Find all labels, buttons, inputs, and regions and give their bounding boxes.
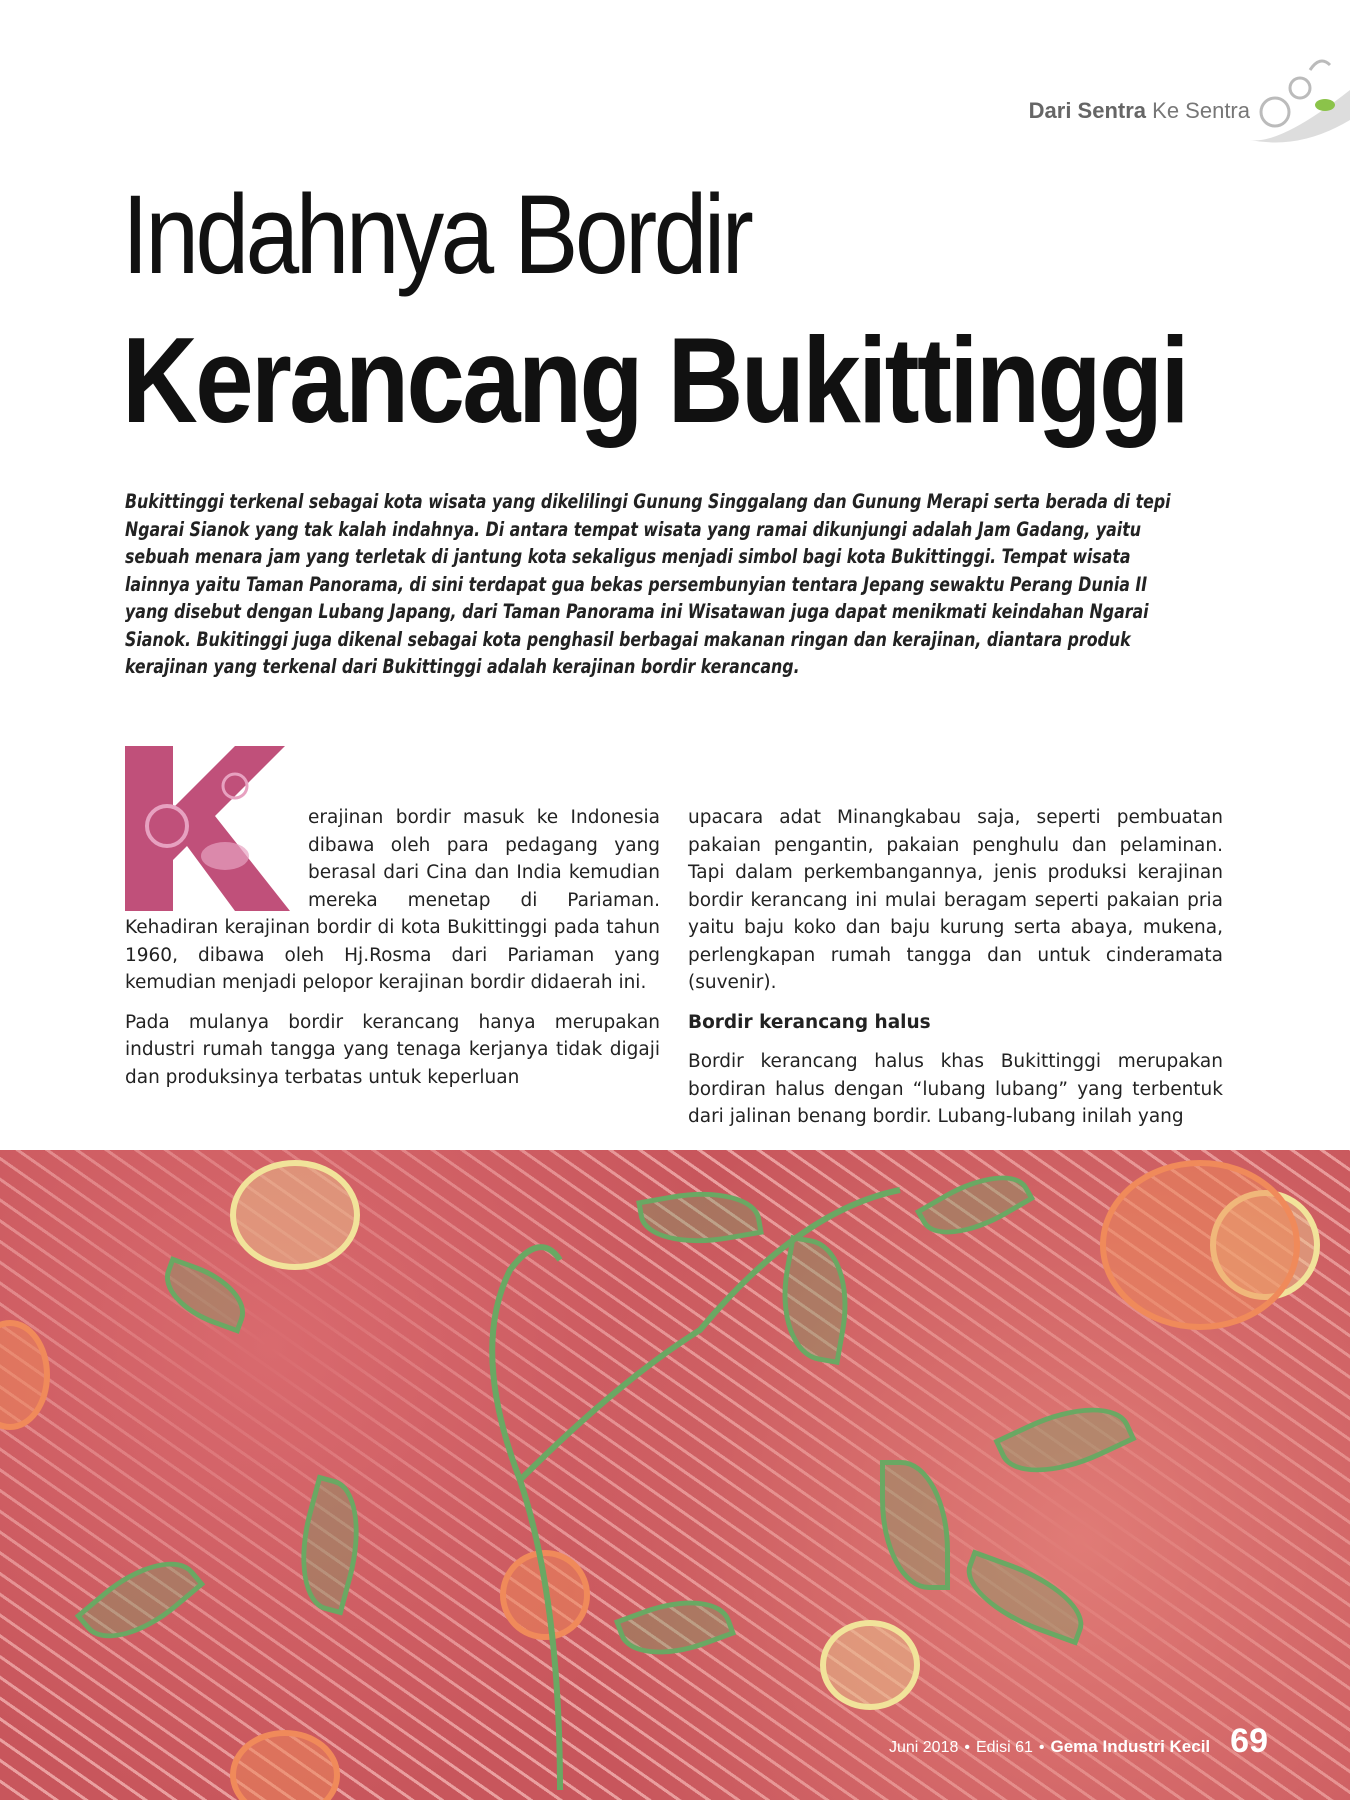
title-line1: Indahnya Bordir [122,172,751,297]
page-footer [889,1722,1268,1761]
edition: Edisi 61 [975,1739,1033,1756]
body-paragraph: Bordir kerancang halus khas Bukittinggi merupakan bordiran halus dengan “lubang lubang” yang terbentuk dari jalinan benang bordir. Lubang-lubang inilah yang [688,1051,1223,1127]
drop-cap [125,746,290,911]
page-number: 69 [1230,1722,1268,1760]
subheading: Bordir kerancang halus [688,1011,931,1033]
body-paragraph: Pada mulanya bordir kerancang hanya merupakan industri rumah tangga yang tenaga kerjanya tidak digaji dan produksinya terbatas untuk keperluan [125,1011,660,1088]
drop-cap-k-icon [125,746,290,911]
magazine-name: Gema Industri Kecil [1050,1737,1211,1756]
section-label [1029,98,1250,124]
swirl-ornament-icon [1240,50,1350,150]
issue-date: Juni 2018 [888,1739,959,1756]
body-paragraph: erajinan bordir masuk ke Indonesia dibawa oleh para pedagang yang berasal dari Cina dan India kemudian mereka menetap di Pariaman. Kehadiran kerajinan bordir di kota Bukittinggi pada tahun 1960, dibawa oleh Hj.Rosma dari Pariaman yang kemudian menjadi pelopor kerajinan bordir didaerah ini. [125,807,660,993]
section-bold: Dari Sentra [1028,98,1147,123]
column-1 [125,804,660,1103]
intro-paragraph: Bukittinggi terkenal sebagai kota wisata yang dikelilingi Gunung Singgalang dan Gunung Merapi serta berada di tepi Ngarai Sianok yang tak kalah indahnya. Di antara tempat wisata yang ramai dikunjungi adalah Jam Gadang, yaitu sebuah menara jam yang terletak di jantung kota sekaligus menjadi simbol bagi kota Bukittinggi. Tempat wisata lainnya yaitu Taman Panorama, di sini terdapat gua bekas persembunyian tentara Jepang sewaktu Perang Dunia II yang disebut dengan Lubang Japang, dari Taman Panorama ini Wisatawan juga dapat menikmati keindahan Ngarai Sianok. Bukitinggi juga dikenal sebagai kota penghasil berbagai makanan ringan dan kerajinan, diantara produk kerajinan yang terkenal dari Bukittinggi adalah kerajinan bordir kerancang. [125,490,1171,678]
vine-stem-icon [0,1150,1350,1800]
section-rest: Ke Sentra [1152,98,1250,123]
title-line2: Kerancang Bukittinggi [122,312,1188,448]
body-paragraph: upacara adat Minangkabau saja, seperti pembuatan pakaian pengantin, pakaian penghulu dan pelaminan. Tapi dalam perkembangannya, jenis produksi kerajinan bordir kerancang ini mulai beragam seperti pakaian pria yaitu baju koko dan baju kurung serta abaya, mukena, perlengkapan rumah tangga dan untuk cinderamata (suvenir). [688,807,1223,993]
column-2 [688,804,1223,1143]
separator: • [964,1739,970,1756]
separator: • [1038,1739,1045,1756]
embroidery-photo [0,1150,1350,1800]
